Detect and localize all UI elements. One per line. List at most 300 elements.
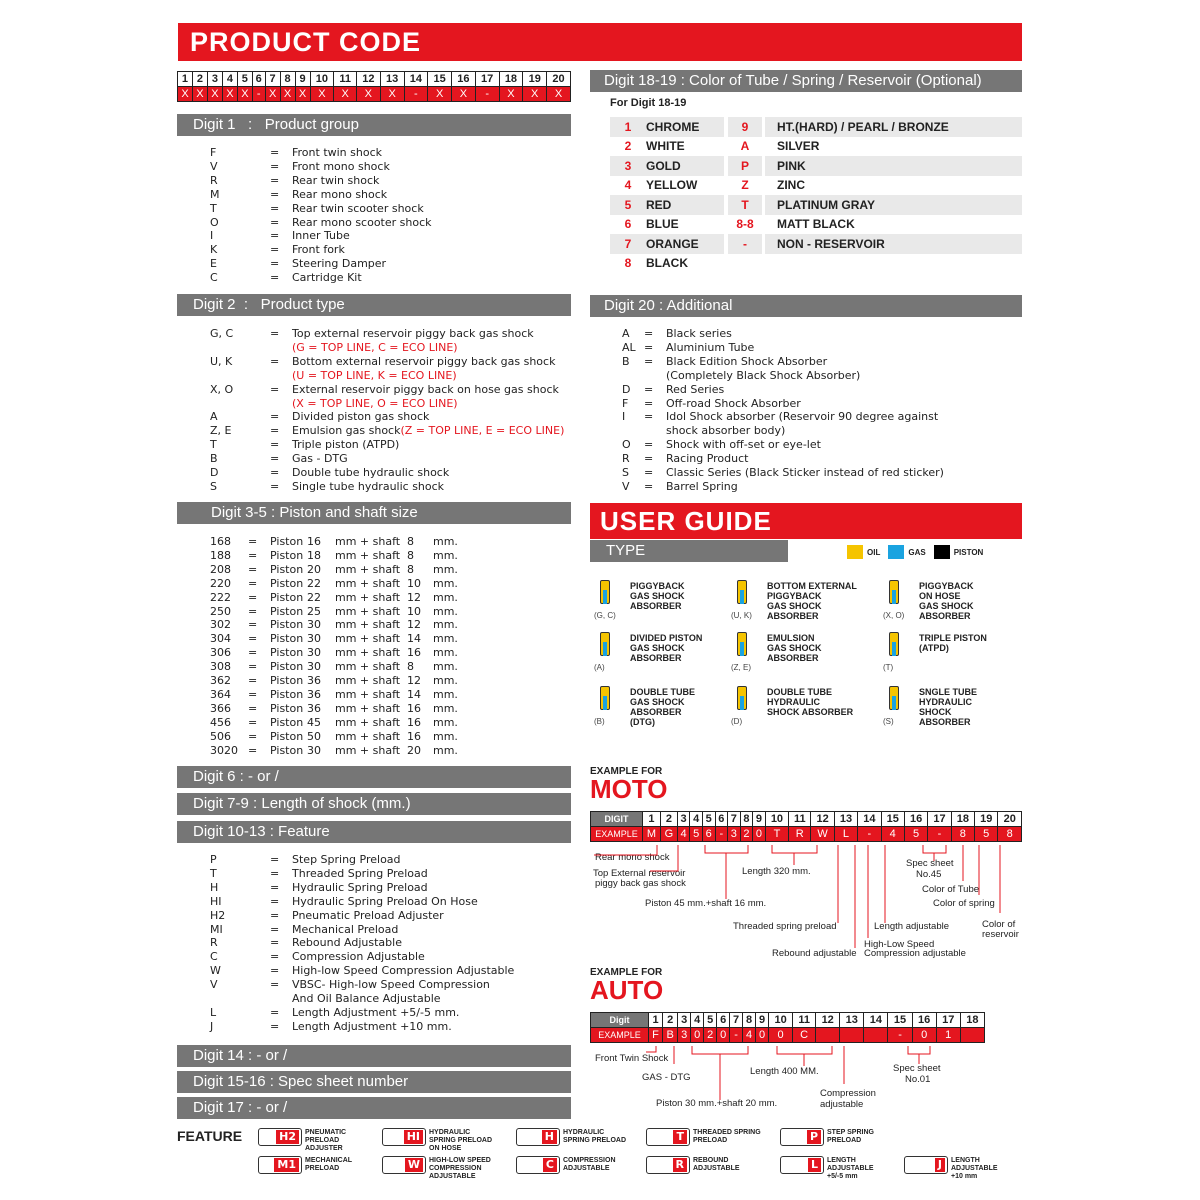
item-dash: = <box>270 438 280 452</box>
type-name: DOUBLE TUBE HYDRAULIC SHOCK ABSORBER <box>767 687 854 717</box>
size-code: 366 <box>210 701 231 715</box>
size-code: 222 <box>210 590 231 604</box>
moto-value: 0 <box>753 827 766 842</box>
shaft-size: 16 <box>407 646 421 660</box>
feature-text: STEP SPRING PRELOAD <box>827 1129 874 1144</box>
shaft-word: mm + shaft <box>335 701 401 715</box>
auto-digit: 11 <box>793 1013 816 1028</box>
feature-code: W <box>405 1158 423 1172</box>
list-item <box>210 410 564 424</box>
item-line-note: (U = TOP LINE, K = ECO LINE) <box>292 368 457 382</box>
type-name: TRIPLE PISTON (ATPD) <box>919 633 987 653</box>
shaft-word: mm + shaft <box>335 590 401 604</box>
moto-value: R <box>789 827 811 842</box>
shock-icon <box>600 632 610 656</box>
list-item <box>210 1006 514 1020</box>
item-dash: = <box>248 548 258 562</box>
type-header: TYPE <box>590 540 788 562</box>
item-text: VBSC- High-low Speed Compression <box>292 978 490 992</box>
item-dash: = <box>270 271 280 285</box>
color-name: CHROME <box>646 119 700 134</box>
moto-note: Rear mono shock <box>595 852 670 863</box>
auto-note: No.01 <box>905 1074 931 1085</box>
digit20-list <box>622 327 944 494</box>
moto-digit: 16 <box>904 812 927 827</box>
feature-text: HIGH-LOW SPEED COMPRESSION ADJUSTABLE <box>429 1157 491 1180</box>
list-item <box>210 188 432 202</box>
size-row <box>210 688 458 702</box>
shock-icon <box>600 686 610 710</box>
item-text: High-low Speed Compression Adjustable <box>292 964 515 978</box>
type-caption: (A) <box>594 663 605 672</box>
color-row <box>610 117 1022 137</box>
item-code: AL <box>622 340 636 354</box>
list-item <box>622 369 944 383</box>
piston-word: Piston <box>270 604 304 618</box>
type-name: DOUBLE TUBE GAS SHOCK ABSORBER (DTG) <box>630 687 695 727</box>
item-dash: = <box>248 562 258 576</box>
item-dash: = <box>270 964 280 978</box>
shaft-size: 8 <box>407 562 414 576</box>
item-text: Idol Shock absorber (Reservoir 90 degree against <box>666 410 939 424</box>
code-value: X <box>192 87 207 102</box>
size-row <box>210 702 458 716</box>
piston-word: Piston <box>270 687 304 701</box>
color-name: MATT BLACK <box>777 217 855 232</box>
item-code: U, K <box>210 354 233 368</box>
digit20-header: Digit 20 : Additional <box>590 295 1022 317</box>
moto-digit: 17 <box>928 812 951 827</box>
item-code: P <box>210 853 217 866</box>
unit-word: mm. <box>433 701 458 715</box>
moto-value: 4 <box>677 827 690 842</box>
auto-digit: 15 <box>888 1013 912 1028</box>
list-item <box>210 936 514 950</box>
code-value: X <box>356 87 380 102</box>
list-item <box>210 452 564 466</box>
item-code: T <box>210 866 217 880</box>
unit-word: mm. <box>433 715 458 729</box>
color-code: 2 <box>624 139 632 154</box>
unit-word: mm. <box>433 743 458 757</box>
list-item <box>210 909 514 923</box>
moto-value: 8 <box>998 827 1022 842</box>
moto-digit: 3 <box>677 812 690 827</box>
item-code: J <box>210 1019 214 1033</box>
auto-value: 3 <box>678 1028 691 1043</box>
shaft-word: mm + shaft <box>335 660 401 674</box>
moto-value: 6 <box>702 827 715 842</box>
list-item <box>210 867 514 881</box>
item-text: And Oil Balance Adjustable <box>292 992 441 1006</box>
auto-digit: 3 <box>678 1013 691 1028</box>
item-dash: = <box>270 215 280 229</box>
item-text: Rear twin shock <box>292 173 380 187</box>
unit-word: mm. <box>433 729 458 743</box>
color-code: 9 <box>741 119 749 134</box>
item-text: Front fork <box>292 243 345 257</box>
shaft-size: 12 <box>407 674 421 688</box>
feature-badge-icon <box>780 1128 824 1146</box>
unit-word: mm. <box>433 674 458 688</box>
item-code: Z, E <box>210 424 232 438</box>
size-row <box>210 716 458 730</box>
item-text: Black series <box>666 327 732 340</box>
item-dash: = <box>270 187 280 201</box>
piston-size: 45 <box>307 715 321 729</box>
type-caption: (X, O) <box>883 611 905 620</box>
item-text: Barrel Spring <box>666 479 738 493</box>
code-digit: 3 <box>207 72 222 87</box>
code-digit: 14 <box>404 72 428 87</box>
size-row <box>210 674 458 688</box>
item-dash: = <box>248 535 258 548</box>
moto-note: Top External reservoir <box>593 868 686 879</box>
feature-badge-icon <box>904 1156 948 1174</box>
piston-word: Piston <box>270 576 304 590</box>
piston-size: 20 <box>307 562 321 576</box>
type-caption: (G, C) <box>594 611 616 620</box>
item-dash: = <box>270 853 280 866</box>
list-item <box>210 895 514 909</box>
feature-badge-icon <box>646 1156 690 1174</box>
item-text: Pneumatic Preload Adjuster <box>292 908 444 922</box>
item-dash <box>270 397 292 411</box>
code-digit: 2 <box>192 72 207 87</box>
piston-word: Piston <box>270 701 304 715</box>
item-dash: = <box>270 201 280 215</box>
item-code: I <box>622 410 626 424</box>
color-row <box>610 254 1022 274</box>
color-code: 8-8 <box>736 217 754 232</box>
list-item <box>210 146 432 160</box>
moto-digit: 7 <box>728 812 741 827</box>
color-row <box>610 176 1022 196</box>
moto-digit: 18 <box>951 812 974 827</box>
item-text: Top external reservoir piggy back gas shock <box>292 327 534 340</box>
moto-digit: 12 <box>811 812 834 827</box>
size-code: 168 <box>210 535 231 548</box>
item-code: MI <box>210 922 223 936</box>
moto-value: 5 <box>690 827 703 842</box>
auto-value: - <box>730 1028 743 1043</box>
feature-code: L <box>808 1158 821 1172</box>
code-digit: 18 <box>499 72 523 87</box>
item-dash <box>270 992 292 1006</box>
item-text: Mechanical Preload <box>292 922 399 936</box>
color-table <box>610 117 1022 273</box>
item-dash: = <box>248 701 258 715</box>
piston-word: Piston <box>270 660 304 674</box>
size-code: 250 <box>210 604 231 618</box>
feature-text: HYDRAULIC SPRING PRELOAD <box>563 1129 627 1144</box>
item-code: T <box>210 438 217 452</box>
moto-note: Length 320 mm. <box>742 866 811 877</box>
item-dash: = <box>644 382 654 396</box>
feature-text: HYDRAULIC SPRING PRELOAD ON HOSE <box>429 1129 493 1152</box>
moto-note: reservoir <box>982 929 1019 940</box>
shaft-word: mm + shaft <box>335 729 401 743</box>
moto-value: L <box>834 827 857 842</box>
item-dash: = <box>644 410 654 424</box>
list-item <box>622 327 944 341</box>
digit1516-header: Digit 15-16 : Spec sheet number <box>177 1071 571 1093</box>
auto-value: 0 <box>717 1028 730 1043</box>
piston-word: Piston <box>270 674 304 688</box>
color-row <box>610 215 1022 235</box>
auto-digit: 14 <box>864 1013 888 1028</box>
moto-digit: 14 <box>858 812 881 827</box>
color-code: 1 <box>624 119 632 134</box>
feature-code: J <box>935 1158 945 1172</box>
shock-icon <box>737 686 747 710</box>
item-text: External reservoir piggy back on hose gas shock <box>292 382 559 396</box>
unit-word: mm. <box>433 660 458 674</box>
item-code: HI <box>210 894 222 908</box>
color-code: 3 <box>624 158 632 173</box>
item-code: M <box>210 187 220 201</box>
digit1013-list <box>210 853 514 1034</box>
moto-digit-label: DIGIT <box>591 812 643 827</box>
moto-title: MOTO <box>590 774 668 804</box>
item-text: Gas - DTG <box>292 452 348 466</box>
item-text: Threaded Spring Preload <box>292 866 428 880</box>
auto-example-label: EXAMPLE <box>591 1028 649 1043</box>
item-dash: = <box>248 660 258 674</box>
item-dash: = <box>248 590 258 604</box>
item-text: Steering Damper <box>292 257 387 271</box>
moto-note: Threaded spring preload <box>733 921 837 932</box>
item-text: (Completely Black Shock Absorber) <box>666 368 861 382</box>
item-code <box>210 369 270 383</box>
code-digit: 10 <box>310 72 334 87</box>
item-dash: = <box>644 479 654 493</box>
auto-digit: 10 <box>769 1013 793 1028</box>
color-name: GOLD <box>646 158 681 173</box>
size-code: 304 <box>210 632 231 646</box>
item-dash: = <box>270 327 280 340</box>
item-dash: = <box>644 452 654 466</box>
list-item <box>210 881 514 895</box>
list-item <box>210 992 514 1006</box>
auto-value: 0 <box>769 1028 793 1043</box>
list-item <box>210 257 432 271</box>
item-dash: = <box>270 159 280 173</box>
item-code <box>210 992 270 1006</box>
item-text: Aluminium Tube <box>666 340 755 354</box>
unit-word: mm. <box>433 618 458 632</box>
moto-note: No.45 <box>916 869 942 880</box>
shock-icon <box>889 580 899 604</box>
moto-value: - <box>715 827 728 842</box>
piston-word: Piston <box>270 548 304 562</box>
auto-note: Compression <box>820 1088 876 1099</box>
list-item <box>210 964 514 978</box>
auto-digit: 8 <box>743 1013 756 1028</box>
list-item <box>210 853 514 867</box>
color-code: 8 <box>624 256 632 271</box>
item-dash: = <box>644 340 654 354</box>
auto-digit: 9 <box>756 1013 769 1028</box>
list-item <box>622 480 944 494</box>
item-code: F <box>210 146 217 159</box>
moto-value: 8 <box>951 827 974 842</box>
unit-word: mm. <box>433 687 458 701</box>
list-item <box>210 383 564 397</box>
digit1013-header: Digit 10-13 : Feature <box>177 821 571 843</box>
color-name: YELLOW <box>646 178 698 193</box>
moto-digit: 13 <box>834 812 857 827</box>
moto-example-for: EXAMPLE FOR <box>590 766 663 777</box>
item-text: Emulsion gas shock <box>292 424 401 438</box>
item-code: X, O <box>210 382 234 396</box>
feature-text: REBOUND ADJUSTABLE <box>693 1157 740 1172</box>
code-value: X <box>523 87 547 102</box>
size-row <box>210 632 458 646</box>
moto-note: Rebound adjustable <box>772 948 857 959</box>
item-code: D <box>622 382 631 396</box>
feature-text: LENGTH ADJUSTABLE +10 mm <box>951 1157 998 1180</box>
auto-value: 0 <box>912 1028 936 1043</box>
feature-badge-icon <box>780 1156 824 1174</box>
code-digit: 20 <box>547 72 571 87</box>
list-item <box>210 243 432 257</box>
item-text: Front mono shock <box>292 159 390 173</box>
shaft-word: mm + shaft <box>335 535 401 548</box>
moto-digit: 5 <box>702 812 715 827</box>
unit-word: mm. <box>433 646 458 660</box>
type-caption: (Z, E) <box>731 663 751 672</box>
item-code: C <box>210 271 218 285</box>
digit79-header: Digit 7-9 : Length of shock (mm.) <box>177 793 571 815</box>
type-name: PIGGYBACK GAS SHOCK ABSORBER <box>630 581 685 611</box>
item-line-note: (X = TOP LINE, O = ECO LINE) <box>292 396 458 410</box>
type-caption: (B) <box>594 717 605 726</box>
code-digit: 15 <box>428 72 452 87</box>
list-item <box>210 174 432 188</box>
code-value: X <box>295 87 310 102</box>
digit1819-subtitle: For Digit 18-19 <box>610 97 687 109</box>
moto-value: 5 <box>975 827 998 842</box>
item-code: L <box>210 1005 217 1019</box>
size-row <box>210 563 458 577</box>
color-name: PLATINUM GRAY <box>777 197 876 212</box>
digit35-header: Digit 3-5 : Piston and shaft size <box>177 502 571 524</box>
auto-note: adjustable <box>820 1099 864 1110</box>
list-item <box>622 438 944 452</box>
size-row <box>210 730 458 744</box>
item-code: O <box>622 438 631 452</box>
item-code <box>622 369 644 383</box>
piston-swatch <box>934 545 950 559</box>
item-text: Single tube hydraulic shock <box>292 479 445 493</box>
moto-note: Compression adjustable <box>864 948 966 959</box>
oil-swatch <box>847 545 863 559</box>
feature-text: PNEUMATIC PRELOAD ADJUSTER <box>305 1129 347 1152</box>
shaft-word: mm + shaft <box>335 548 401 562</box>
item-dash <box>644 424 666 438</box>
list-item <box>622 424 944 438</box>
piston-word: Piston <box>270 618 304 632</box>
code-value: X <box>280 87 295 102</box>
item-code <box>622 424 644 438</box>
auto-value: C <box>793 1028 816 1043</box>
color-name: PINK <box>777 158 806 173</box>
type-name: EMULSION GAS SHOCK ABSORBER <box>767 633 822 663</box>
shock-icon <box>737 580 747 604</box>
shaft-size: 8 <box>407 660 414 674</box>
item-dash: = <box>270 866 280 880</box>
feature-text: THREADED SPRING PRELOAD <box>693 1129 761 1144</box>
size-row <box>210 605 458 619</box>
shaft-word: mm + shaft <box>335 618 401 632</box>
feature-text: MECHANICAL PRELOAD <box>305 1157 353 1172</box>
item-text: Compression Adjustable <box>292 950 425 964</box>
item-text: Black Edition Shock Absorber <box>666 354 828 368</box>
piston-size: 30 <box>307 743 321 757</box>
shaft-word: mm + shaft <box>335 562 401 576</box>
auto-value: 1 <box>936 1028 960 1043</box>
moto-digit: 19 <box>975 812 998 827</box>
feature-code: T <box>673 1130 687 1144</box>
moto-value: G <box>660 827 677 842</box>
moto-value: 2 <box>740 827 753 842</box>
code-digit: 17 <box>475 72 499 87</box>
list-item <box>210 160 432 174</box>
code-value: X <box>428 87 452 102</box>
list-item <box>210 341 564 355</box>
digit2-list <box>210 327 564 494</box>
piston-size: 30 <box>307 660 321 674</box>
code-digit: 12 <box>356 72 380 87</box>
moto-note: Length adjustable <box>874 921 950 932</box>
auto-note: GAS - DTG <box>642 1072 691 1083</box>
feature-code: HI <box>404 1130 423 1144</box>
shaft-size: 16 <box>407 729 421 743</box>
auto-digit: 7 <box>730 1013 743 1028</box>
piston-word: Piston <box>270 646 304 660</box>
item-text: Double tube hydraulic shock <box>292 466 450 480</box>
type-name: SNGLE TUBE HYDRAULIC SHOCK ABSORBER <box>919 687 978 727</box>
auto-value: - <box>888 1028 912 1043</box>
item-dash: = <box>248 743 258 757</box>
feature-badge-icon <box>646 1128 690 1146</box>
size-code: 308 <box>210 660 231 674</box>
code-value: - <box>475 87 499 102</box>
size-row <box>210 744 458 758</box>
item-dash: = <box>270 410 280 424</box>
item-text: Divided piston gas shock <box>292 410 430 424</box>
list-item <box>210 424 564 438</box>
auto-value <box>840 1028 864 1043</box>
item-dash: = <box>248 618 258 632</box>
item-text: Step Spring Preload <box>292 853 401 866</box>
size-code: 208 <box>210 562 231 576</box>
digit35-list <box>210 535 458 758</box>
gas-swatch <box>888 545 904 559</box>
moto-note: Piston 45 mm.+shaft 16 mm. <box>645 898 767 909</box>
item-dash: = <box>270 382 280 396</box>
digit1-list <box>210 146 432 285</box>
type-name: DIVIDED PISTON GAS SHOCK ABSORBER <box>630 633 703 663</box>
list-item <box>622 466 944 480</box>
item-dash: = <box>270 978 280 992</box>
feature-code: C <box>543 1158 557 1172</box>
color-code: 4 <box>624 178 632 193</box>
unit-word: mm. <box>433 562 458 576</box>
size-code: 3020 <box>210 743 238 757</box>
auto-title: AUTO <box>590 975 664 1005</box>
